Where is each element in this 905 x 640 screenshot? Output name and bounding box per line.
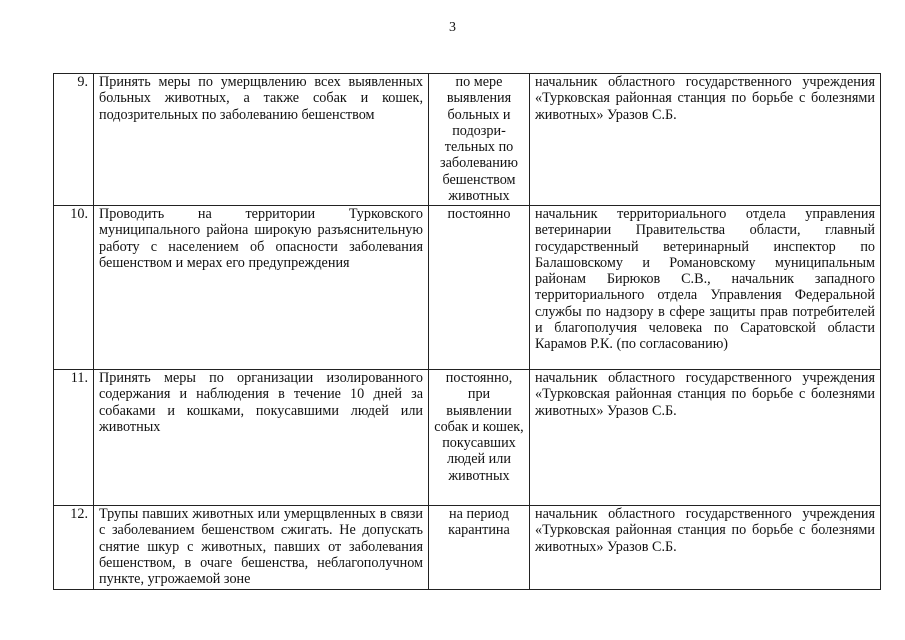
row-number: 11.: [54, 370, 94, 506]
row-number: 10.: [54, 206, 94, 370]
table-row: [54, 206, 881, 370]
responsible-cell: начальник областного государственного учреждения «Турковская районная станция по борьбе с болезнями животных» Уразов С.Б.: [530, 506, 881, 590]
responsible-cell: начальник областного государственного учреждения «Турковская районная станция по борьбе с болезнями животных» Уразов С.Б.: [530, 74, 881, 206]
action-cell: Принять меры по умерщвлению всех выявленных больных животных, а также собак и кошек, подозрительных по заболеванию бешенством: [94, 74, 429, 206]
action-cell: Принять меры по организации изолированного содержания и наблюдения в течение 10 дней за собаками и кошками, покусавшими людей или животных: [94, 370, 429, 506]
term-cell: постоянно: [429, 206, 530, 370]
action-cell: Проводить на территории Турковского муниципального района широкую разъяснительную работу с населением об опасности заболевания бешенством и мерах его предупреждения: [94, 206, 429, 370]
responsible-cell: начальник территориального отдела управления ветеринарии Правительства области, главный государственный ветеринарный инспектор по Балашовскому и Романовскому муниципальным районам Бирюков С.В., начальник западного территориального отдела Управления Федеральной службы по надзору в сфере защиты прав потребителей и благополучия человека по Саратовской области Карамов Р.К. (по согласованию): [530, 206, 881, 370]
term-cell: по мере выявления больных и подозри-тельных по заболеванию бешенством животных: [429, 74, 530, 206]
table-row: [54, 370, 881, 506]
action-cell: Трупы павших животных или умерщвленных в связи с заболеванием бешенством сжигать. Не допускать снятие шкур с животных, павших от заболевания бешенством, в очаге бешенства, неблагополучном пункте, угрожаемой зоне: [94, 506, 429, 590]
term-cell: постоянно, при выявлении собак и кошек, покусавших людей или животных: [429, 370, 530, 506]
responsible-cell: начальник областного государственного учреждения «Турковская районная станция по борьбе с болезнями животных» Уразов С.Б.: [530, 370, 881, 506]
measures-table: [53, 73, 881, 590]
table-row: [54, 506, 881, 590]
term-cell: на период карантина: [429, 506, 530, 590]
page-number: 3: [449, 20, 456, 35]
row-number: 9.: [54, 74, 94, 206]
row-number: 12.: [54, 506, 94, 590]
table-row: [54, 74, 881, 206]
